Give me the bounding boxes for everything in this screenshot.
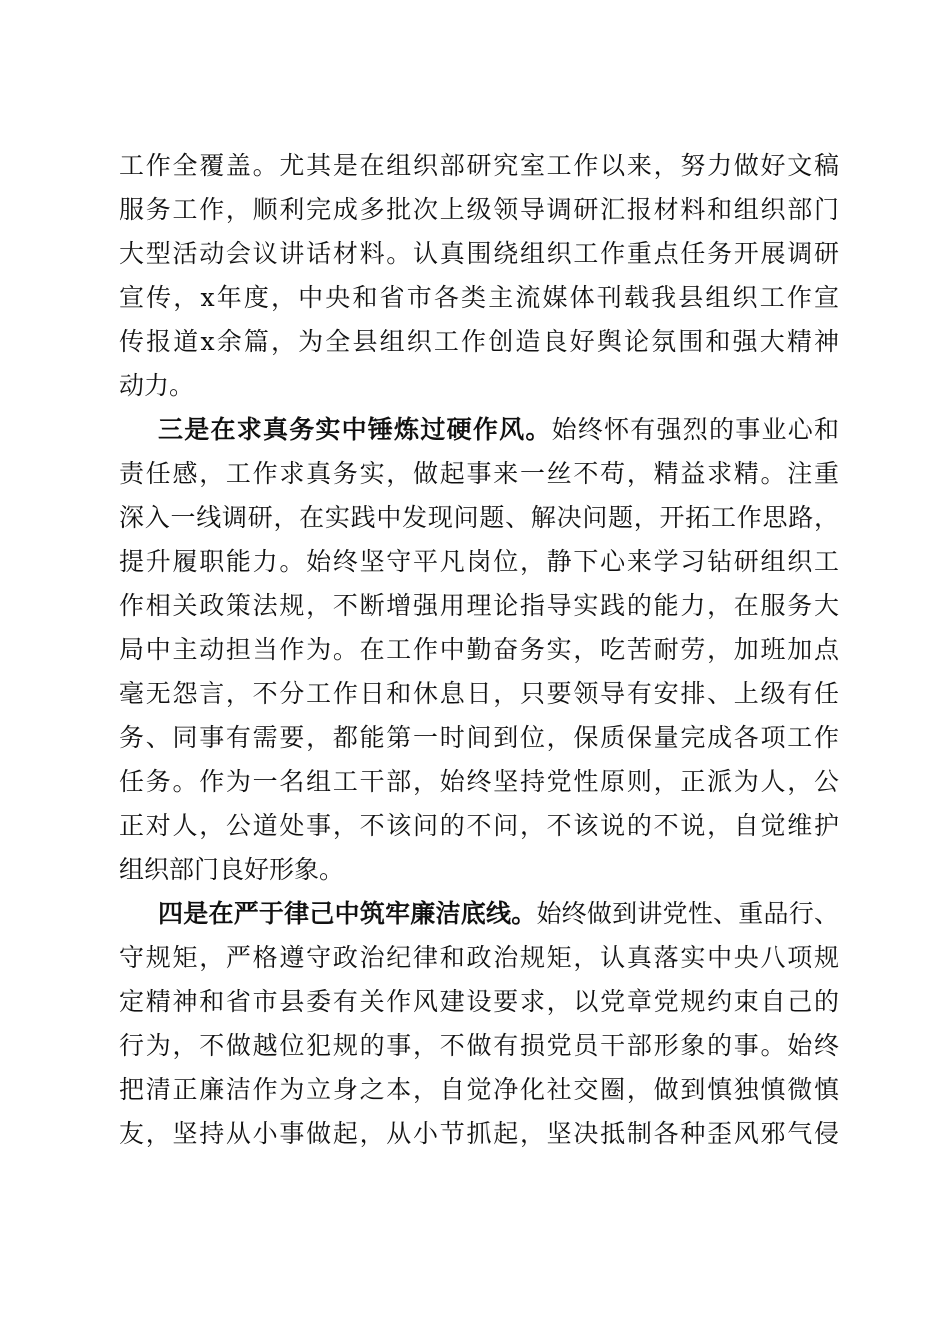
paragraph-line: 传报道x余篇，为全县组织工作创造良好舆论氛围和强大精神 [119,327,839,356]
paragraph-line: 正对人，公道处事，不该问的不问，不该说的不说，自觉维护 [119,811,839,840]
section-heading: 三是在求真务实中锤炼过硬作风。 [158,415,552,444]
paragraph-line: 动力。 [119,371,195,400]
paragraph-first-line [158,894,839,934]
paragraph-line: 组织部门良好形象。 [119,855,345,884]
section-heading: 四是在严于律己中筑牢廉洁底线。 [158,899,537,928]
paragraph-line: 作相关政策法规，不断增强用理论指导实践的能力，在服务大 [119,591,839,620]
paragraph-line: 定精神和省市县委有关作风建设要求，以党章党规约束自己的 [119,987,839,1016]
paragraph-line: 任务。作为一名组工干部，始终坚持党性原则，正派为人，公 [119,767,839,796]
paragraph-text: 始终做到讲党性、重品行、 [536,899,839,928]
paragraph-line: 提升履职能力。始终坚守平凡岗位，静下心来学习钻研组织工 [119,547,839,576]
paragraph-line: 服务工作，顺利完成多批次上级领导调研汇报材料和组织部门 [119,195,839,224]
paragraph-line: 务、同事有需要，都能第一时间到位，保质保量完成各项工作 [119,723,839,752]
paragraph-line: 大型活动会议讲话材料。认真围绕组织工作重点任务开展调研 [119,239,839,268]
paragraph-line: 把清正廉洁作为立身之本，自觉净化社交圈，做到慎独慎微慎 [119,1075,839,1104]
paragraph-line: 毫无怨言，不分工作日和休息日，只要领导有安排、上级有任 [119,679,839,708]
paragraph-line: 局中主动担当作为。在工作中勤奋务实，吃苦耐劳，加班加点 [119,635,839,664]
paragraph-line: 宣传，x年度，中央和省市各类主流媒体刊载我县组织工作宣 [119,283,839,312]
paragraph-line: 行为，不做越位犯规的事，不做有损党员干部形象的事。始终 [119,1031,839,1060]
paragraph-line: 守规矩，严格遵守政治纪律和政治规矩，认真落实中央八项规 [119,943,839,972]
paragraph-line: 深入一线调研，在实践中发现问题、解决问题，开拓工作思路， [119,503,839,532]
paragraph-line: 工作全覆盖。尤其是在组织部研究室工作以来，努力做好文稿 [119,151,839,180]
paragraph-line: 友，坚持从小事做起，从小节抓起，坚决抵制各种歪风邪气侵 [119,1119,839,1148]
paragraph-first-line [158,410,839,450]
paragraph-line: 责任感，工作求真务实，做起事来一丝不苟，精益求精。注重 [119,459,839,488]
paragraph-text: 始终怀有强烈的事业心和 [551,415,839,444]
